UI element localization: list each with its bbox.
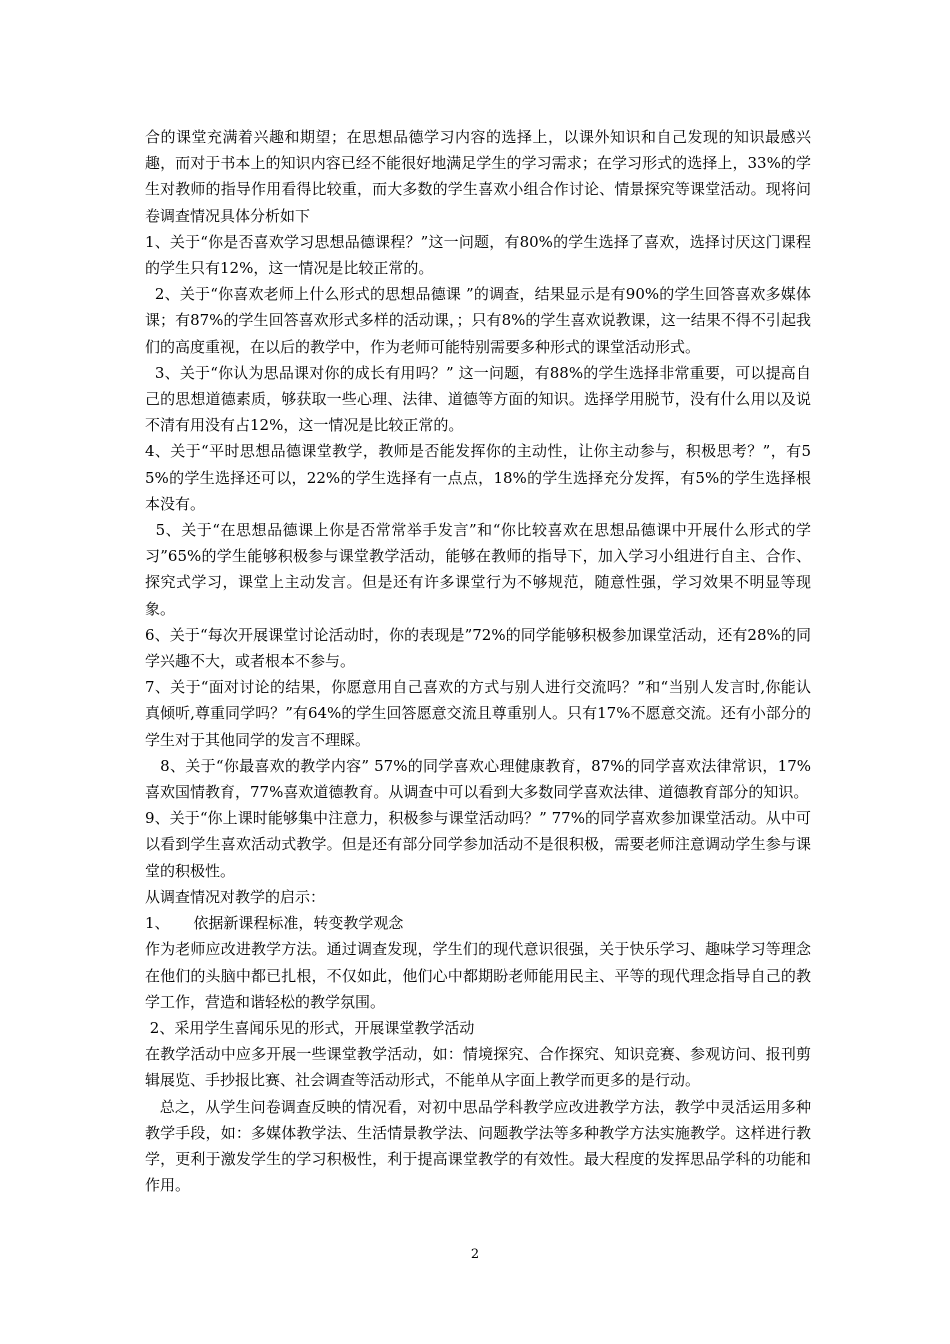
paragraph-finding-9: 9、关于“你上课时能够集中注意力，积极参与课堂活动吗？” 77%的同学喜欢参加课堂活动。从中可以看到学生喜欢活动式教学。但是还有部分同学参加活动不是很积极，需要老师注意调动学生参与课堂的积极性。 [145, 809, 811, 880]
paragraph-finding-2: 2、关于“你喜欢老师上什么形式的思想品德课 ”的调查，结果显示是有90%的学生回答喜欢多媒体课；有87%的学生回答喜欢形式多样的活动课，；只有8%的学生喜欢说教课，这一结果不得不引起我们的高度重视，在以后的教学中，作为老师可能特别需要多种形式的课堂活动形式。 [145, 285, 811, 356]
paragraph-finding-8: 8、关于“你最喜欢的教学内容” 57%的同学喜欢心理健康教育，87%的同学喜欢法律常识，17%喜欢国情教育，77%喜欢道德教育。从调查中可以看到大多数同学喜欢法律、道德教育部分的知识。 [145, 756, 812, 802]
section-heading-implications: 从调查情况对教学的启示： [145, 887, 326, 906]
paragraph-intro-continued: 合的课堂充满着兴趣和期望；在思想品德学习内容的选择上，以课外知识和自己发现的知识最感兴趣，而对于书本上的知识内容已经不能很好地满足学生的学习需求；在学习形式的选择上，33%的学生对教师的指导作用看得比较重，而大多数的学生喜欢小组合作讨论、情景探究等课堂活动。现将问卷调查情况具体分析如下 [145, 128, 811, 225]
paragraph-conclusion: 总之，从学生问卷调查反映的情况看，对初中思品学科教学应改进教学方法，教学中灵活运用多种教学手段，如：多媒体教学法、生活情景教学法、问题教学法等多种教学方法实施教学。这样进行教学，更利于激发学生的学习积极性，利于提高课堂教学的有效性。最大程度的发挥思品学科的功能和作用。 [145, 1097, 811, 1195]
subheading-2: 2、采用学生喜闻乐见的形式，开展课堂教学活动 [145, 1018, 475, 1037]
paragraph-finding-1: 1、关于“你是否喜欢学习思想品德课程？”这一问题，有80%的学生选择了喜欢，选择讨厌这门课程的学生只有12%，这一情况是比较正常的。 [145, 232, 811, 278]
page-number: 2 [470, 1247, 480, 1262]
paragraph-finding-4: 4、关于“平时思想品德课堂教学，教师是否能发挥你的主动性，让你主动参与，积极思考？”，有55%的学生选择还可以，22%的学生选择有一点点，18%的学生选择充分发挥，有5%的学生选择根本没有。 [145, 442, 811, 513]
subheading-1: 1、 依据新课程标准，转变教学观念 [145, 914, 404, 933]
paragraph-finding-7: 7、关于“面对讨论的结果，你愿意用自己喜欢的方式与别人进行交流吗？”和“当别人发言时,你能认真倾听,尊重同学吗？”有64%的学生回答愿意交流且尊重别人。只有17%不愿意交流。还有小部分的学生对于其他同学的发言不理睬。 [145, 678, 811, 749]
paragraph-finding-3: 3、关于“你认为思品课对你的成长有用吗？” 这一问题，有88%的学生选择非常重要，可以提高自己的思想道德素质，够获取一些心理、法律、道德等方面的知识。选择学用脱节，没有什么用以及说不清有用没有占12%，这一情况是比较正常的。 [145, 363, 811, 435]
paragraph-finding-5: 5、关于“在思想品德课上你是否常常举手发言”和“你比较喜欢在思想品德课中开展什么形式的学习”65%的学生能够积极参与课堂教学活动，能够在教师的指导下，加入学习小组进行自主、合作、探究式学习，课堂上主动发言。但是还有许多课堂行为不够规范，随意性强，学习效果不明显等现象。 [145, 521, 811, 618]
document-body [145, 124, 811, 1198]
paragraph-finding-6: 6、关于“每次开展课堂讨论活动时，你的表现是”72%的同学能够积极参加课堂活动，还有28%的同学兴趣不大，或者根本不参与。 [145, 625, 811, 671]
paragraph-subheading-1-body: 作为老师应改进教学方法。通过调查发现，学生们的现代意识很强，关于快乐学习、趣味学习等理念在他们的头脑中都已扎根，不仅如此，他们心中都期盼老师能用民主、平等的现代理念指导自己的教学工作，营造和谐轻松的教学氛围。 [145, 940, 811, 1011]
paragraph-subheading-2-body: 在教学活动中应多开展一些课堂教学活动，如：情境探究、合作探究、知识竞赛、参观访问、报刊剪辑展览、手抄报比赛、社会调查等活动形式，不能单从字面上教学而更多的是行动。 [145, 1045, 811, 1090]
